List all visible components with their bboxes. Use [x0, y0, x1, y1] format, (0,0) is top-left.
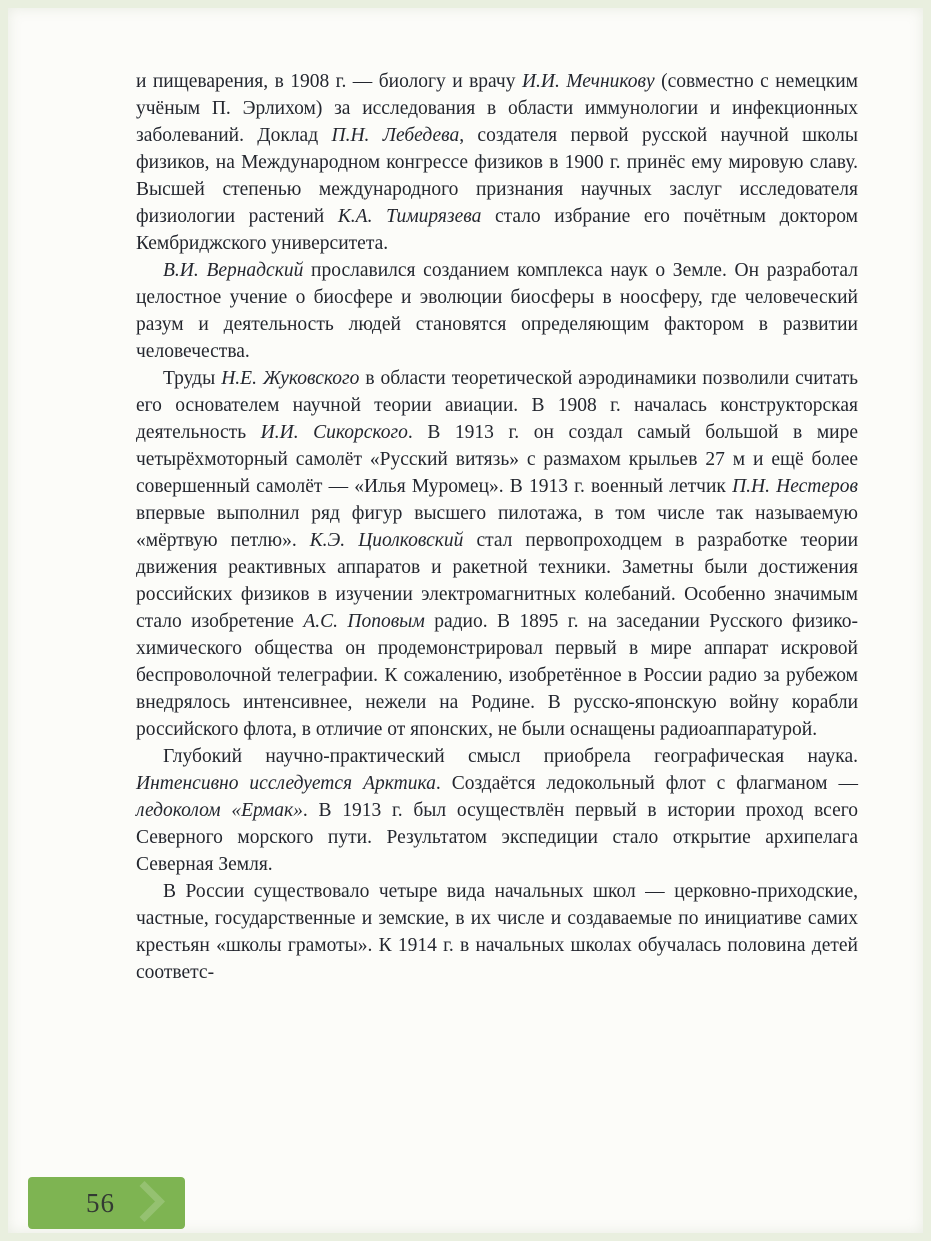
- text-run: В России существовало четыре вида начальных школ — церковно-приходские, частные, государственные и земские, в их числе и создаваемые по инициативе самих крестьян «школы грамоты». К 1914 г. в начальных школах обучалась половина детей соответс-: [136, 881, 858, 983]
- text-run: , создателя первой русской научной школы физиков, на Международном конгрессе физиков в 1900 г. принёс ему мировую славу. Высшей степенью международного признания научных заслуг исследователя физиологии растений: [136, 125, 858, 227]
- italic-run: Н.Е. Жуковского: [221, 368, 360, 389]
- italic-run: К.А. Тимирязева: [337, 206, 482, 227]
- text-run: (совместно с немецким учёным П. Эрлихом) за исследования в области иммунологии и инфекционных заболеваний. Доклад: [136, 71, 858, 146]
- paragraph: [136, 68, 858, 257]
- italic-run: А.С. Поповым: [303, 611, 425, 632]
- italic-run: П.Н. Нестеров: [732, 476, 858, 497]
- paragraph: [136, 257, 858, 365]
- text-run: прославился созданием комплекса наук о Земле. Он разработал целостное учение о биосфере и эволюции биосферы в ноосферу, где человеческий разум и деятельность людей становятся определяющим фактором в развитии человечества.: [136, 260, 858, 362]
- scanned-page: [8, 8, 923, 1233]
- text-run: и пищеварения, в 1908 г. — биологу и врачу: [136, 71, 522, 92]
- italic-run: В.И. Вернадский: [163, 260, 304, 281]
- paragraph: [136, 365, 858, 743]
- italic-run: К.Э. Циолковский: [309, 530, 464, 551]
- text-run: радио. В 1895 г. на заседании Русского физико-химического общества он продемонстрировал первый в мире аппарат искровой беспроволочной телеграфии. К сожалению, изобретённое в России радио за рубежом внедрялось интенсивнее, нежели на Родине. В русско-японскую войну корабли российского флота, в отличие от японских, не были оснащены радиоаппаратурой.: [136, 611, 858, 740]
- paragraph: [136, 878, 858, 986]
- text-run: . В 1913 г. он создал самый большой в мире четырёхмоторный самолёт «Русский витязь» с размахом крыльев 27 м и ещё более совершенный самолёт — «Илья Муромец». В 1913 г. военный летчик: [136, 422, 858, 497]
- badge-chevron-decoration: [124, 1181, 165, 1222]
- text-run: стало избрание его почётным доктором Кембриджского университета.: [136, 206, 858, 254]
- italic-run: И.И. Сикорского: [260, 422, 408, 443]
- text-run: впервые выполнил ряд фигур высшего пилотажа, в том числе так называемую «мёртвую петлю».: [136, 503, 858, 551]
- italic-run: П.Н. Лебедева: [331, 125, 460, 146]
- italic-run: И.И. Мечникову: [521, 71, 655, 92]
- text-run: в области теоретической аэродинамики позволили считать его основателем научной теории авиации. В 1908 г. началась конструкторская деятельность: [136, 368, 858, 443]
- text-column: [136, 68, 858, 986]
- page-number: 56: [86, 1187, 115, 1218]
- text-run: . В 1913 г. был осуществлён первый в истории проход всего Северного морского пути. Результатом экспедиции стало открытие архипелага Северная Земля.: [136, 800, 858, 875]
- paragraph: [136, 743, 858, 878]
- page-number-badge: [28, 1177, 185, 1229]
- text-run: . Создаётся ледокольный флот с флагманом —: [435, 773, 858, 794]
- text-run: стал первопроходцем в разработке теории движения реактивных аппаратов и ракетной техники. Заметны были достижения российских физиков в изучении электромагнитных колебаний. Особенно значимым стало изобретение: [136, 530, 859, 632]
- text-run: Труды: [163, 368, 222, 389]
- italic-run: ледоколом «Ермак»: [136, 800, 303, 821]
- text-run: Глубокий научно-практический смысл приобрела географическая наука.: [163, 746, 858, 767]
- italic-run: Интенсивно исследуется Арктика: [136, 773, 436, 794]
